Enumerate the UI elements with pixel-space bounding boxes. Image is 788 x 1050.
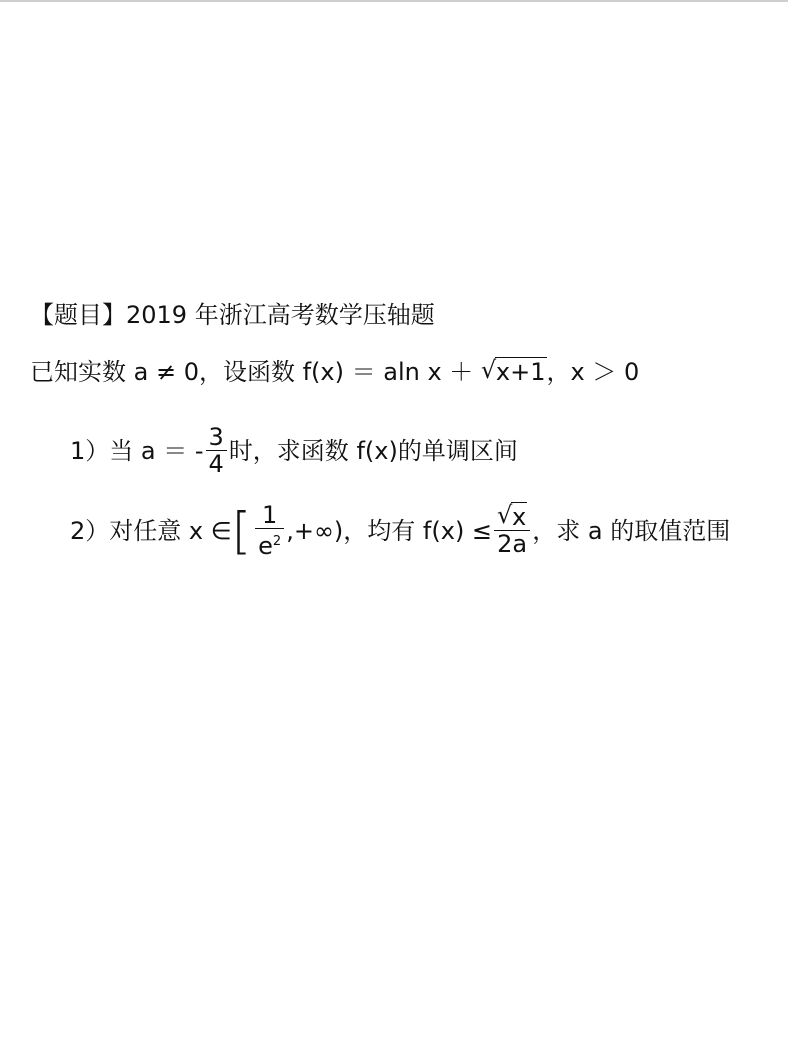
rhs-numerator [494, 501, 530, 531]
sqrt-expression [481, 357, 547, 387]
rhs-fraction [494, 501, 530, 558]
top-border [0, 0, 788, 2]
rhs-sqrt-body: x [512, 503, 527, 531]
fraction-numerator: 3 [206, 424, 227, 451]
interval-fraction [255, 502, 284, 559]
part1-suffix: 时，求函数 f(x)的单调区间 [228, 436, 518, 465]
radical-sign: √ [480, 356, 497, 384]
fraction-three-quarters [206, 424, 227, 477]
interval-denominator [255, 529, 284, 559]
part2-middle: ，均有 f(x) ≤ [343, 516, 493, 545]
rhs-sqrt [497, 501, 527, 531]
given-statement [30, 357, 639, 387]
question-part-1 [70, 424, 518, 484]
part2-suffix: ，求 a 的取值范围 [532, 516, 731, 545]
interval-base: e [258, 532, 273, 560]
fraction-denominator: 4 [208, 450, 224, 478]
sqrt-body: x+1 [495, 358, 546, 386]
interval-rest: ,+∞) [286, 516, 344, 545]
part2-label: 2）对任意 x ∈ [70, 516, 232, 545]
rhs-denominator: 2a [497, 530, 528, 558]
part1-label: 1）当 a ＝ - [70, 436, 204, 465]
interval-numerator: 1 [255, 502, 284, 529]
given-prefix: 已知实数 a ≠ 0，设函数 f(x) ＝ aln x ＋ [30, 358, 481, 386]
interval-bracket: [ [231, 501, 252, 560]
question-part-2 [70, 502, 730, 572]
interval-exponent: 2 [272, 534, 282, 549]
rhs-radical-sign: √ [497, 501, 513, 529]
given-suffix: ，x ＞ 0 [546, 358, 640, 386]
problem-title: 【题目】2019 年浙江高考数学压轴题 [30, 301, 435, 329]
